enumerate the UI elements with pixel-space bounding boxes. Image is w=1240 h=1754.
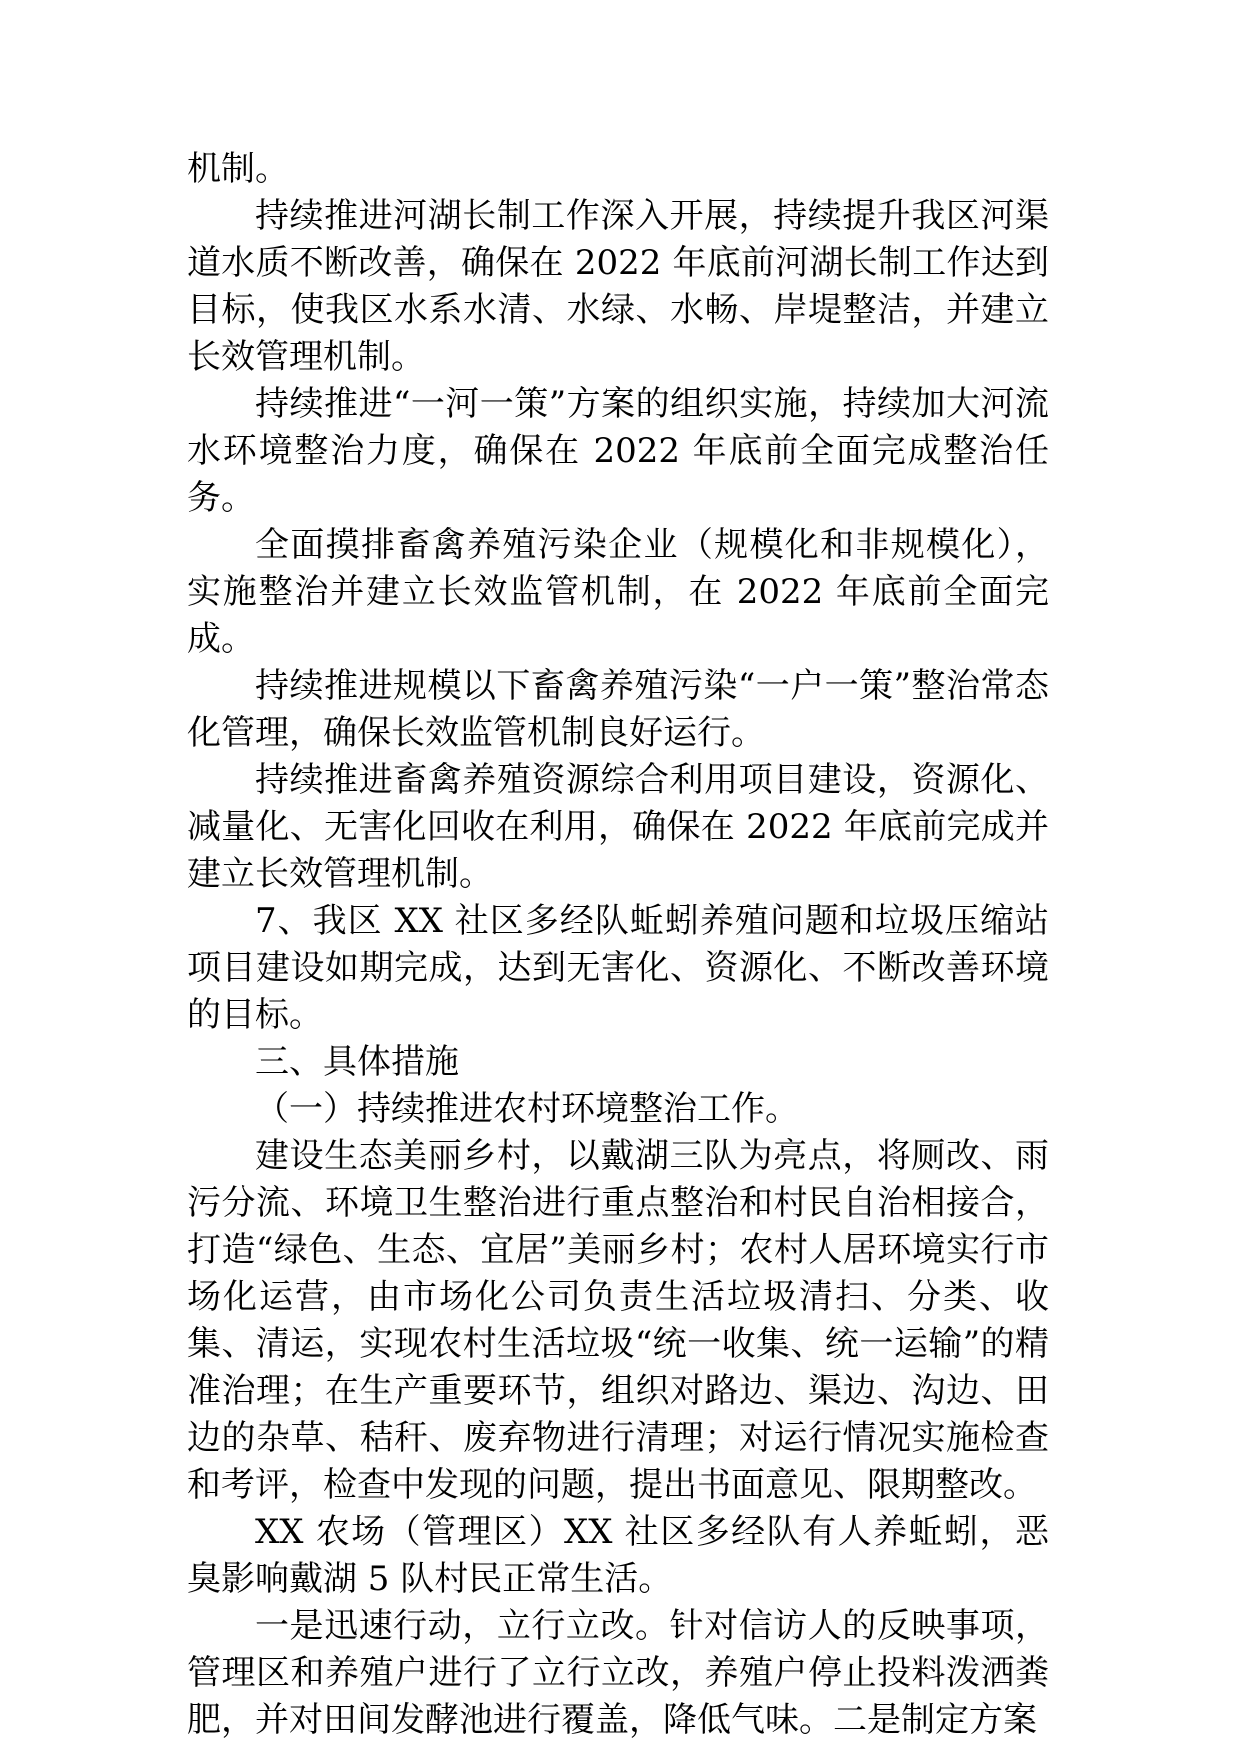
paragraph-earthworm-complaint: XX 农场（管理区）XX 社区多经队有人养蚯蚓，恶臭影响戴湖 5 队村民正常生活。	[187, 1512, 1049, 1599]
section-heading: 三、具体措施	[255, 1042, 459, 1082]
subsection-heading: （一）持续推进农村环境整治工作。	[255, 1089, 799, 1129]
paragraph-river-lake-chief: 持续推进河湖长制工作深入开展，持续提升我区河渠道水质不断改善，确保在 2022 年底前河湖长制工作达到目标，使我区水系水清、水绿、水畅、岸堤整洁，并建立长效管理机制。	[187, 196, 1049, 377]
paragraph-small-scale-livestock: 持续推进规模以下畜禽养殖污染“一户一策”整治常态化管理，确保长效监管机制良好运行。	[187, 666, 1049, 753]
document-body	[187, 146, 1049, 1744]
paragraph-continuation: 机制。	[187, 149, 289, 189]
paragraph-resource-utilization: 持续推进畜禽养殖资源综合利用项目建设，资源化、减量化、无害化回收在利用，确保在 2022 年底前完成并建立长效管理机制。	[187, 760, 1049, 894]
paragraph-livestock-survey: 全面摸排畜禽养殖污染企业（规模化和非规模化），实施整治并建立长效监管机制，在 2022 年底前全面完成。	[187, 525, 1049, 659]
paragraph-rapid-action: 一是迅速行动，立行立改。针对信访人的反映事项，管理区和养殖户进行了立行立改，养殖户停止投料泼洒粪肥，并对田间发酵池进行覆盖，降低气味。二是制定方案	[187, 1606, 1049, 1740]
paragraph-rural-village: 建设生态美丽乡村，以戴湖三队为亮点，将厕改、雨污分流、环境卫生整治进行重点整治和村民自治相接合，打造“绿色、生态、宜居”美丽乡村；农村人居环境实行市场化运营，由市场化公司负责生活垃圾清扫、分类、收集、清运，实现农村生活垃圾“统一收集、统一运输”的精准治理；在生产重要环节，组织对路边、渠边、沟边、田边的杂草、秸秆、废弃物进行清理；对运行情况实施检查和考评，检查中发现的问题，提出书面意见、限期整改。	[187, 1136, 1049, 1505]
paragraph-one-river-one-policy: 持续推进“一河一策”方案的组织实施，持续加大河流水环境整治力度，确保在 2022 年底前全面完成整治任务。	[187, 384, 1049, 518]
paragraph-item-7: 7、我区 XX 社区多经队蚯蚓养殖问题和垃圾压缩站项目建设如期完成，达到无害化、资源化、不断改善环境的目标。	[187, 901, 1049, 1035]
